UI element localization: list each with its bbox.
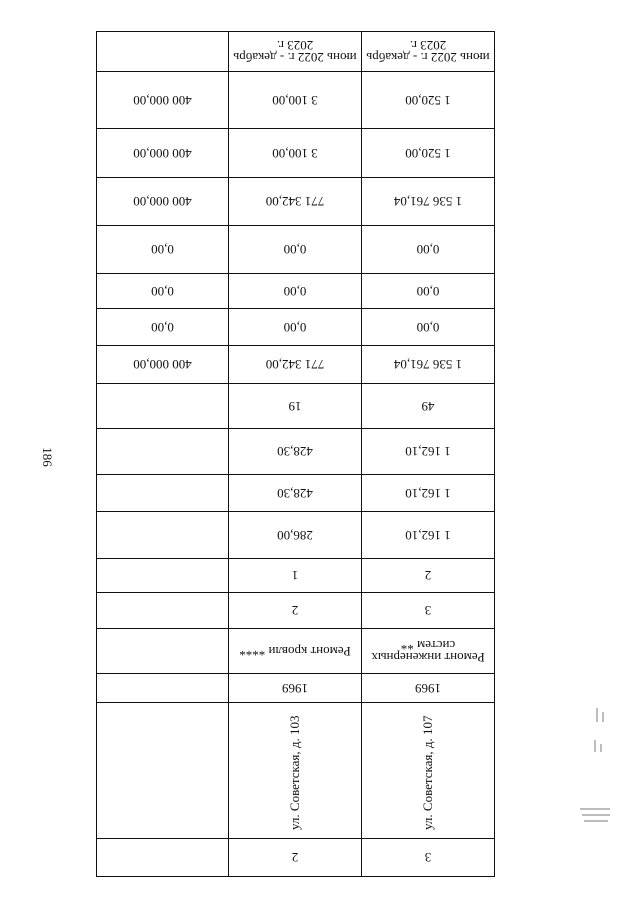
- row-v9: [97, 274, 495, 309]
- cell-v12-summary: 400 000,00: [97, 129, 229, 178]
- cell-v9-3: 0,00: [362, 274, 495, 309]
- row-v6: [97, 384, 495, 429]
- cell-v3-2: 286,00: [229, 512, 362, 559]
- row-v12: [97, 129, 495, 178]
- cell-number-summary: [97, 839, 229, 877]
- cell-v10-summary: 0,00: [97, 226, 229, 274]
- faint-stamp-marks: [574, 700, 618, 830]
- row-v11: [97, 178, 495, 226]
- cell-period-2: июнь 2022 г. - декабрь 2023 г.: [229, 32, 362, 72]
- cell-work-type-summary: [97, 629, 229, 674]
- cell-year-summary: [97, 674, 229, 703]
- cell-v9-2: 0,00: [229, 274, 362, 309]
- cell-v12-3: 1 520,00: [362, 129, 495, 178]
- row-v7: [97, 346, 495, 384]
- cell-v13-2: 3 100,00: [229, 72, 362, 129]
- cell-v12-2: 3 100,00: [229, 129, 362, 178]
- cell-period-summary: [97, 32, 229, 72]
- row-address: [97, 703, 495, 839]
- cell-address-3: [362, 703, 495, 839]
- cell-v4-summary: [97, 475, 229, 512]
- cell-v5-3: 1 162,10: [362, 429, 495, 475]
- row-period: [97, 32, 495, 72]
- cell-v8-3: 0,00: [362, 309, 495, 346]
- row-number: [97, 839, 495, 877]
- cell-v1-summary: [97, 593, 229, 629]
- cell-work-type-2: Ремонт кровли ****: [229, 629, 362, 674]
- cell-v10-2: 0,00: [229, 226, 362, 274]
- cell-v7-summary: 400 000,00: [97, 346, 229, 384]
- cell-v6-summary: [97, 384, 229, 429]
- cell-v13-summary: 400 000,00: [97, 72, 229, 129]
- estimate-table: [96, 31, 495, 877]
- row-v2: [97, 559, 495, 593]
- row-v13: [97, 72, 495, 129]
- row-year: [97, 674, 495, 703]
- cell-v4-3: 1 162,10: [362, 475, 495, 512]
- cell-address-2: [229, 703, 362, 839]
- cell-v6-2: 19: [229, 384, 362, 429]
- row-v8: [97, 309, 495, 346]
- cell-v5-2: 428,30: [229, 429, 362, 475]
- row-v1: [97, 593, 495, 629]
- cell-v2-summary: [97, 559, 229, 593]
- cell-v3-3: 1 162,10: [362, 512, 495, 559]
- cell-v7-3: 1 536 761,04: [362, 346, 495, 384]
- row-v5: [97, 429, 495, 475]
- cell-year-2: 1969: [229, 674, 362, 703]
- cell-v8-summary: 0,00: [97, 309, 229, 346]
- row-v4: [97, 475, 495, 512]
- cell-v1-3: 3: [362, 593, 495, 629]
- cell-v8-2: 0,00: [229, 309, 362, 346]
- cell-address-summary: [97, 703, 229, 839]
- cell-v3-summary: [97, 512, 229, 559]
- row-v10: [97, 226, 495, 274]
- cell-v5-summary: [97, 429, 229, 475]
- row-v3: [97, 512, 495, 559]
- cell-number-3: 3: [362, 839, 495, 877]
- cell-v6-3: 49: [362, 384, 495, 429]
- cell-v11-2: 771 342,00: [229, 178, 362, 226]
- address-text-2: ул. Советская, д. 103: [287, 715, 302, 830]
- cell-v9-summary: 0,00: [97, 274, 229, 309]
- cell-v11-3: 1 536 761,04: [362, 178, 495, 226]
- cell-v7-2: 771 342,00: [229, 346, 362, 384]
- cell-v1-2: 2: [229, 593, 362, 629]
- cell-v11-summary: 400 000,00: [97, 178, 229, 226]
- cell-v2-3: 2: [362, 559, 495, 593]
- cell-v10-3: 0,00: [362, 226, 495, 274]
- cell-number-2: 2: [229, 839, 362, 877]
- cell-v13-3: 1 520,00: [362, 72, 495, 129]
- cell-year-3: 1969: [362, 674, 495, 703]
- cell-period-3: июнь 2022 г. - декабрь 2023 г.: [362, 32, 495, 72]
- row-work-type: [97, 629, 495, 674]
- cell-v4-2: 428,30: [229, 475, 362, 512]
- cell-v2-2: 1: [229, 559, 362, 593]
- cell-work-type-3: Ремонт инженерных систем **: [362, 629, 495, 674]
- page-number: 186: [40, 447, 55, 467]
- address-text-3: ул. Советская, д. 107: [420, 715, 435, 830]
